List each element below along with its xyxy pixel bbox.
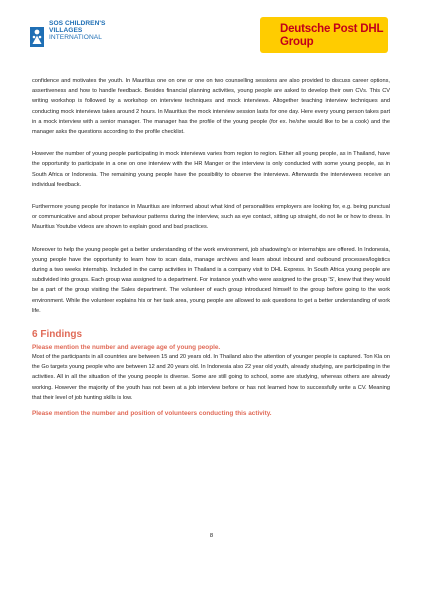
sos-logo: [30, 20, 106, 52]
question-age: Please mention the number and average age of young people.: [32, 344, 221, 352]
page-number: 8: [209, 533, 214, 539]
dhl-logo-text: [280, 23, 383, 49]
dhl-logo-line2: Group: [280, 36, 314, 48]
sos-logo-text: [49, 20, 106, 41]
sos-logo-line3: INTERNATIONAL: [49, 34, 102, 41]
paragraph-findings: Most of the participants in all countries are between 15 and 20 years old. In Thailand also the attention of younger people is captured. Ton Kla on the Go targets young people who are between 12 and 20 years old. In Indonesia also 22 year old youth, already studying, are participating in the activities. All in all the situation of the young people is diverse. Some are still going to school, some are studying, whereas others are already working. However the majority of the youth has not been at a job interview before or has not learned how to successfully write a CV. Meaning that their level of job hunting skills is low.: [32, 354, 390, 401]
paragraph-job-shadowing: Moreover to help the young people get a better understanding of the work environment, job shadowing's or internships are offered. In Indonesia, young people have the opportunity to learn how to scan data, manage archives and learn about inbound and outbound processes/logistics during a two weeks internship. Included in the camp activities in Thailand is a company visit to DHL Express. In South Africa young people are subdivided into groups. Each group was assigned to a department. For instance youth who were assigned to the group 'S', knew that they would be a part of the group visiting the Sales department. The volunteer of each group introduced himself to the group before going to the work environment. While the volunteer explains his or her task area, young people are allowed to ask questions to get a better understanding of work life.: [32, 246, 390, 314]
page-body: [32, 76, 390, 418]
section-heading: 6 Findings: [32, 329, 82, 341]
paragraph-mock-interviews: However the number of young people participating in mock interviews varies from region to region. Either all young people, as in Thailand, have the opportunity to participate in a one on one interview with the HR Manger or the interview is only conducted with some young people, as in South Africa or Indonesia. The remaining young people have the possibility to observe the interviews. Afterwards the interviewees receive an individual feedback.: [32, 151, 390, 188]
paragraph-personalities: Furthermore young people for instance in Mauritius are informed about what kind of personalities employers are looking for, e.g. being punctual or communicative and about proper behaviour patterns during the interview, such as eye contact, sitting up straight, do not lie or how to dress. In Mauritius Youtube videos are shown to explain good and bad practices.: [32, 204, 390, 231]
dhl-logo-line1: Deutsche Post DHL: [280, 23, 384, 35]
paragraph-counselling: confidence and motivates the youth. In Mauritius one on one or one on two counselling sessions are also provided to discuss career options, assertiveness and how to handle feedback. Besides financial planning activities, young people are asked to develop their own CVs. This CV writing workshop is followed by a workshop on interview techniques and mock interviews. Altogether teaching interview techniques and conducting mock interviews takes around 2 hours. In Mauritius the mock interview session lasts for one day. Here every young person takes part in a mock interview with a senior manager. The manager has the profile of the young people (for ex. he/she would like to be a cook) and the manager asks the questions according to the profile checklist.: [32, 78, 390, 136]
sos-logo-line2: VILLAGES: [49, 27, 83, 34]
question-volunteers: Please mention the number and position of volunteers conducting this activity.: [32, 410, 272, 418]
sos-logo-line1: SOS CHILDREN'S: [49, 20, 106, 27]
dhl-group-logo: [260, 17, 388, 53]
sos-children-icon: [30, 27, 44, 47]
